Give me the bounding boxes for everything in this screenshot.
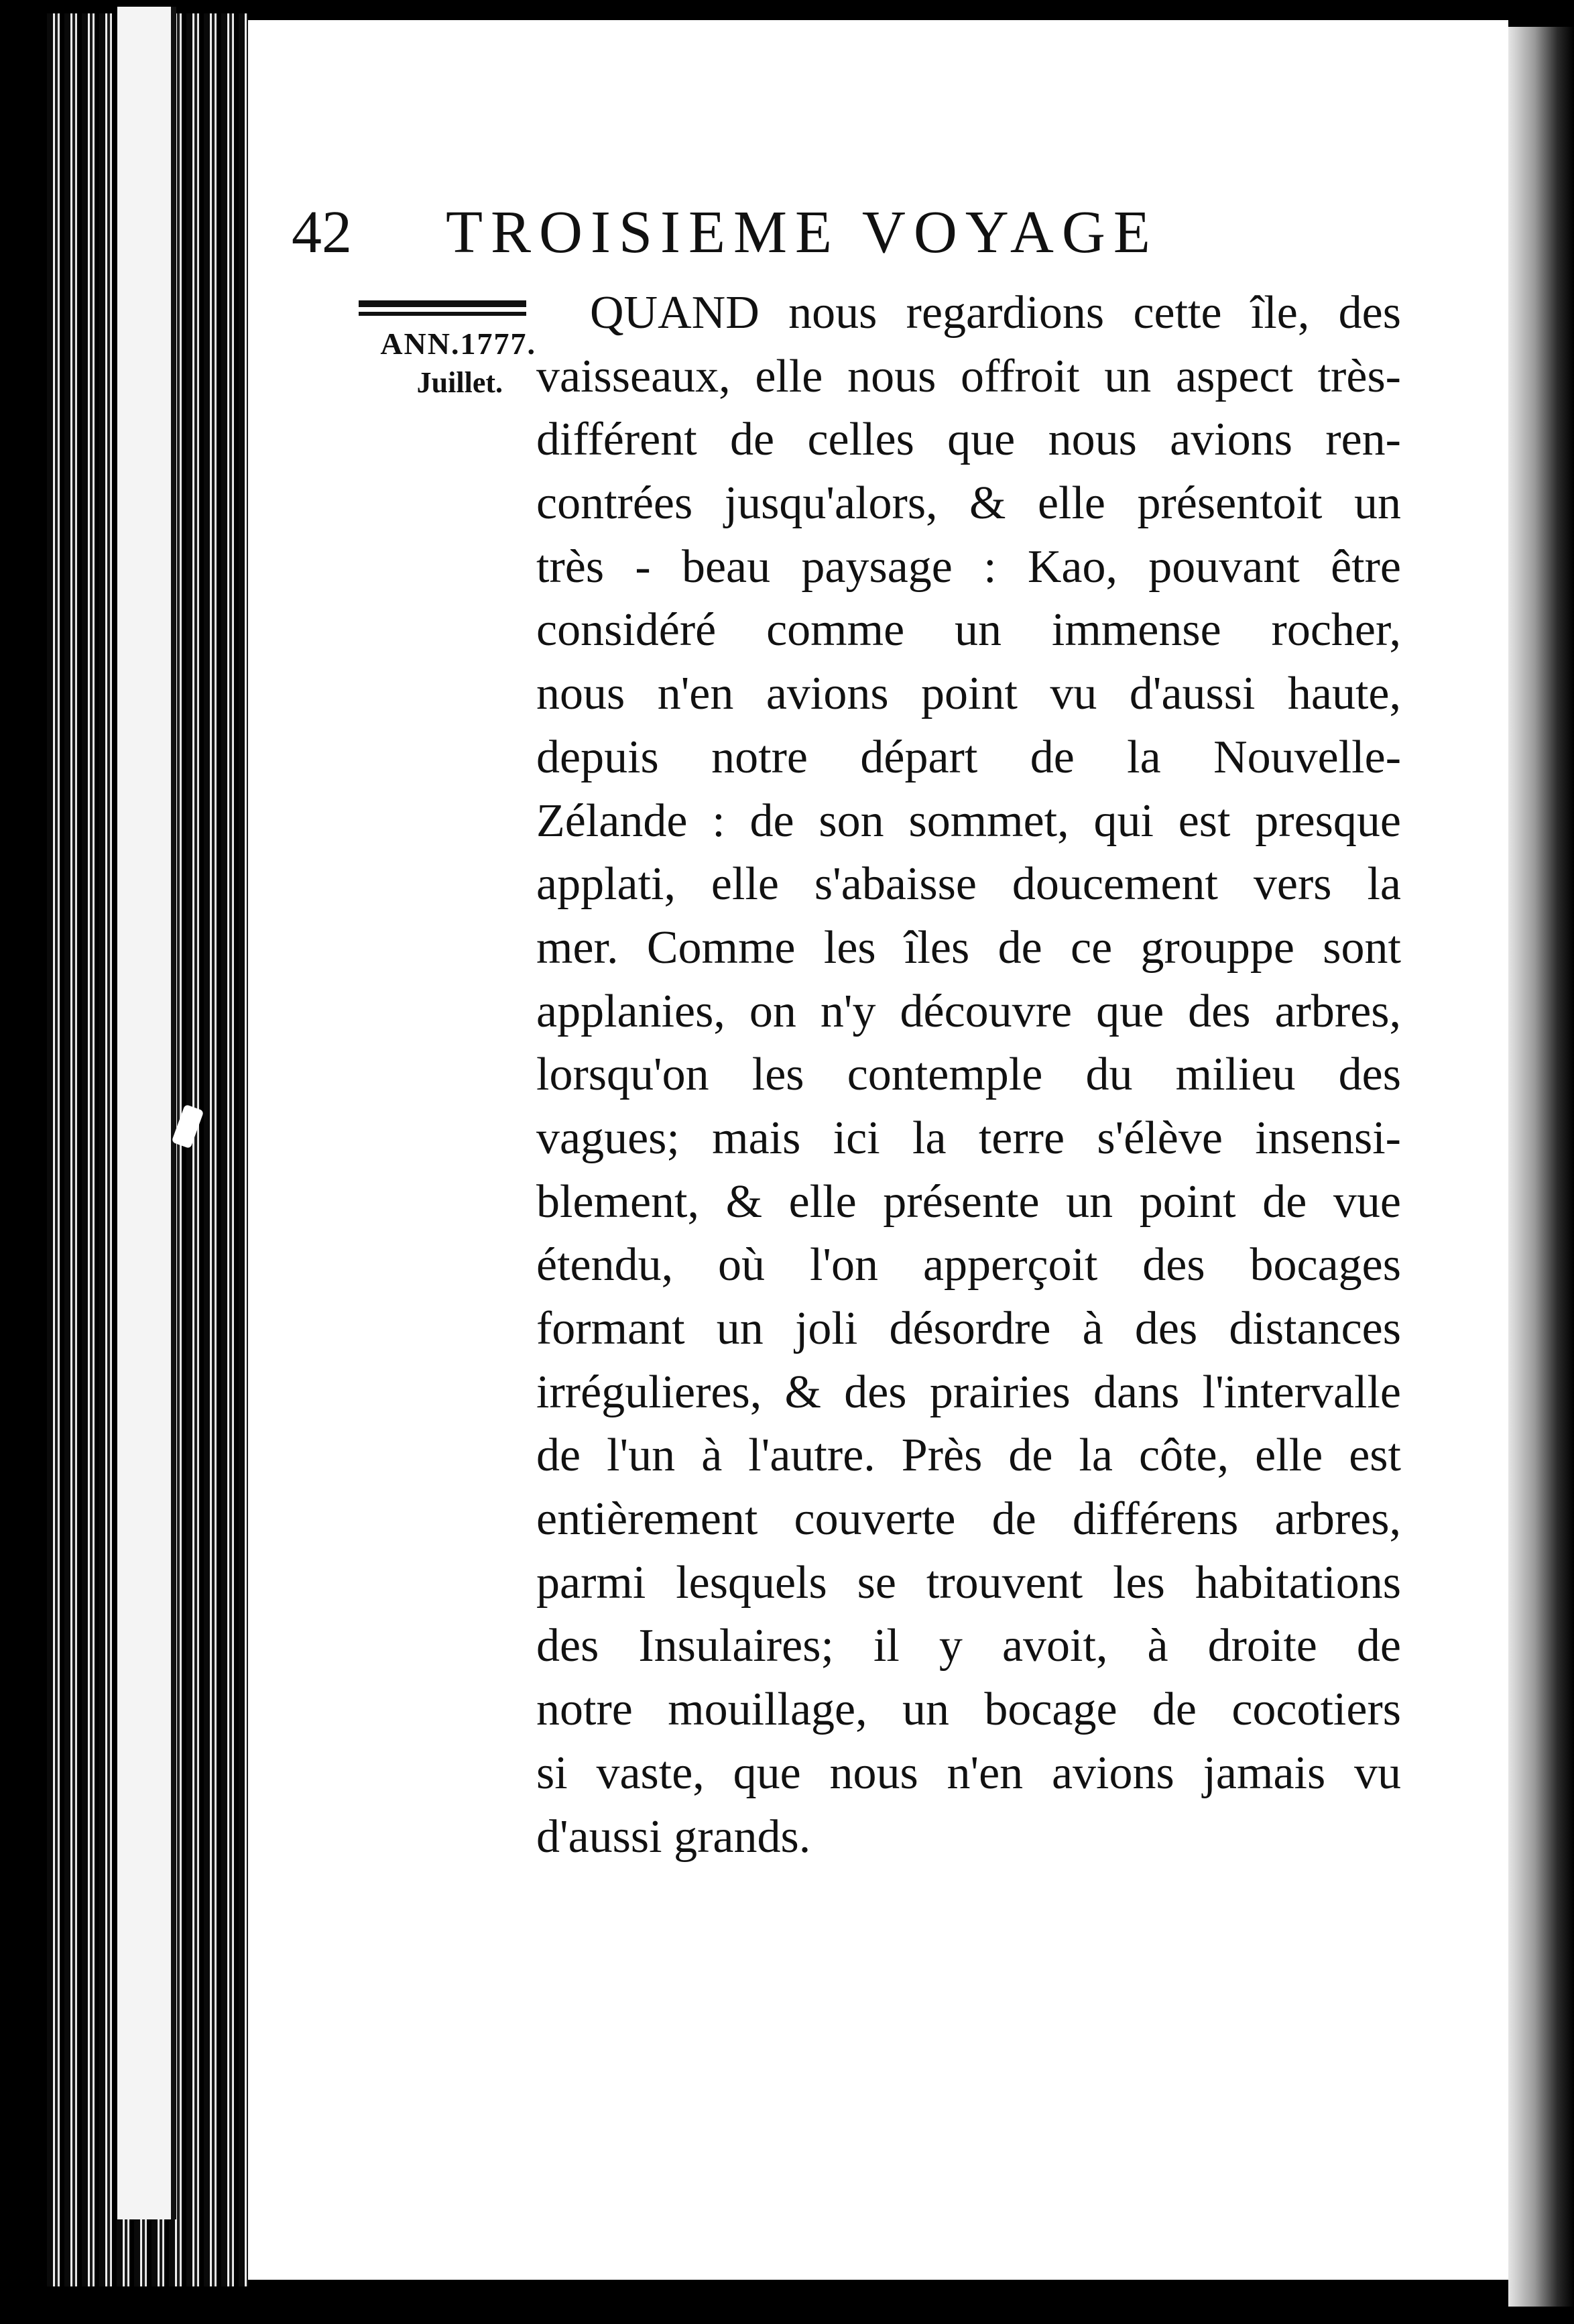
text-line: très - beau paysage : Kao, pouvant être [536,540,1401,593]
margin-year: ANN.1777. [380,327,536,361]
margin-month: Juillet. [416,366,503,399]
text-line: blement, & elle présente un point de vue [536,1175,1401,1228]
text-line: mer. Comme les îles de ce grouppe sont [536,921,1401,974]
page-number: 42 [292,199,352,266]
text-line: vaisseaux, elle nous offroit un aspect très- [536,350,1401,402]
text-line: depuis notre départ de la Nouvelle- [536,731,1401,783]
text-line: étendu, où l'on apperçoit des bocages [536,1239,1401,1291]
text-line: considéré comme un immense rocher, [536,604,1401,656]
text-line: Zélande : de son sommet, qui est presque [536,795,1401,847]
text-line: formant un joli désordre à des distances [536,1303,1401,1354]
text-line: applanies, on n'y découvre que des arbres, [536,985,1401,1037]
text-line: irrégulieres, & des prairies dans l'intervalle [536,1366,1401,1418]
margin-rule-thin [359,312,526,316]
margin-note [355,325,536,403]
running-title: TROISIEME VOYAGE [446,199,1158,266]
text-line: notre mouillage, un bocage de cocotiers [536,1684,1401,1736]
text-line: contrées jusqu'alors, & elle présentoit un [536,477,1401,530]
text-line: lorsqu'on les contemple du milieu des [536,1049,1401,1101]
text-line: d'aussi grands. [536,1810,811,1863]
text-line: QUAND nous regardions cette île, des [590,287,1401,339]
text-line: des Insulaires; il y avoit, à droite de [536,1620,1401,1672]
margin-rule [359,300,526,307]
text-line: parmi lesquels se trouvent les habitations [536,1556,1401,1609]
text-line: nous n'en avions point vu d'aussi haute, [536,668,1401,720]
body-text [536,282,1401,1869]
text-line: applati, elle s'abaisse doucement vers la [536,858,1401,911]
page-edge-strip [117,7,176,2219]
text-line: si vaste, que nous n'en avions jamais vu [536,1747,1401,1799]
text-line: vagues; mais ici la terre s'élève insensi- [536,1112,1401,1164]
text-line: de l'un à l'autre. Près de la côte, elle est [536,1430,1401,1482]
binding-shadow [1508,27,1574,2307]
text-line: différent de celles que nous avions ren- [536,414,1401,466]
text-line: entièrement couverte de différens arbres, [536,1493,1401,1546]
